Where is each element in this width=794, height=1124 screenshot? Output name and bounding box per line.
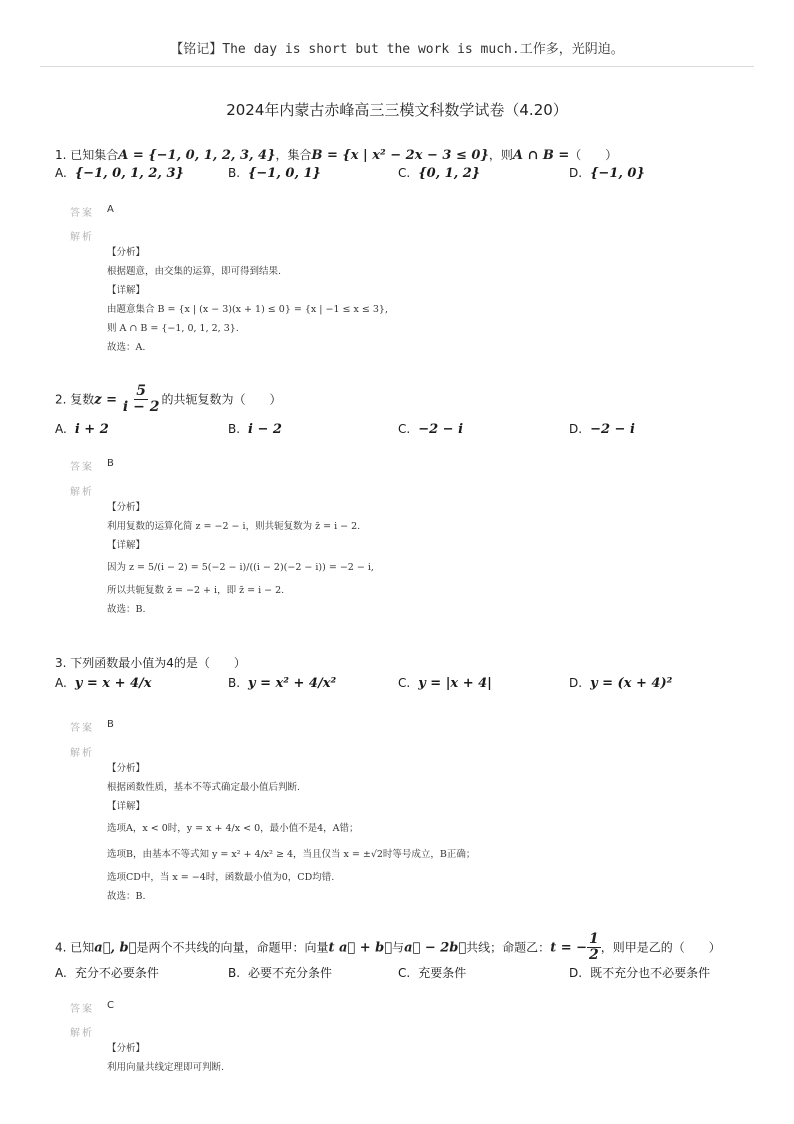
explanation-label: 解析 bbox=[70, 487, 94, 498]
explanation-label: 解析 bbox=[70, 1028, 94, 1039]
q1-blank: （ ） bbox=[569, 148, 618, 162]
q1-text: ，集合 bbox=[275, 148, 312, 162]
option-c[interactable]: C. −2 − i bbox=[398, 422, 464, 437]
answer-label: 答案 bbox=[70, 723, 94, 734]
option-a[interactable]: A. y = x + 4/x bbox=[55, 676, 152, 691]
option-a[interactable]: A. 充分不必要条件 bbox=[55, 966, 159, 980]
answer-value: C bbox=[107, 1000, 114, 1011]
option-a[interactable]: A. i + 2 bbox=[55, 422, 109, 437]
option-b[interactable]: B. 必要不充分条件 bbox=[228, 966, 333, 980]
q2-fraction: $\frac{5}{i - 2}$ bbox=[122, 383, 160, 416]
option-c[interactable]: C. y = |x + 4| bbox=[398, 676, 492, 691]
explanation-2: 【分析】 利用复数的运算化简 z = −2 − i，则共轭复数为 z̄ = i − 2. 【详解】 因为 z = 5/(i − 2) = 5(−2 − i)/((i − 2)(−2 − i)) = −2 − i, 所以共轭复数 z̄ = −2 + i，即 z̄ = i − 2. 故选：B. bbox=[107, 502, 374, 615]
option-d[interactable]: D. 既不充分也不必要条件 bbox=[569, 966, 711, 980]
option-b[interactable]: B. y = x² + 4/x² bbox=[228, 676, 337, 691]
question-2-stem: 2. 复数z = $\frac{5}{i - 2}$ 的共轭复数为（ ） bbox=[55, 383, 282, 416]
q1-text: ，则 bbox=[488, 148, 513, 162]
answer-value: A bbox=[107, 204, 114, 215]
option-a[interactable]: A. {−1, 0, 1, 2, 3} bbox=[55, 166, 184, 181]
question-1-options bbox=[55, 166, 745, 190]
q1-set-a: A = {−1, 0, 1, 2, 3, 4} bbox=[118, 148, 276, 163]
q1-text: 1. 已知集合 bbox=[55, 148, 119, 162]
option-b[interactable]: B. {−1, 0, 1} bbox=[228, 166, 321, 181]
q2-z: z = bbox=[94, 392, 118, 408]
option-d[interactable]: D. {−1, 0} bbox=[569, 166, 645, 181]
question-3-options bbox=[55, 676, 745, 700]
q4-fraction: $\frac{1}{2}$ bbox=[589, 931, 599, 964]
q4-vectors: a⃗, b⃗ bbox=[94, 940, 137, 956]
motto-header: 【铭记】The day is short but the work is much.工作多，光阴迫。 bbox=[170, 42, 624, 57]
answer-value: B bbox=[107, 458, 114, 469]
answer-value: B bbox=[107, 719, 114, 730]
explanation-label: 解析 bbox=[70, 748, 94, 759]
question-4-options bbox=[55, 964, 745, 988]
answer-label: 答案 bbox=[70, 1004, 94, 1015]
explanation-4: 【分析】 利用向量共线定理即可判断. bbox=[107, 1043, 225, 1073]
option-b[interactable]: B. i − 2 bbox=[228, 422, 282, 437]
option-c[interactable]: C. 充要条件 bbox=[398, 966, 467, 980]
q1-intersection: A ∩ B = bbox=[512, 148, 570, 163]
question-2-options bbox=[55, 422, 745, 446]
explanation-label: 解析 bbox=[70, 232, 94, 243]
question-4-stem: 4. 已知a⃗, b⃗是两个不共线的向量，命题甲：向量t a⃗ + b⃗与a⃗ − 2b⃗共线；命题乙：t = − $\frac{1}{2}$ ，则甲是乙的（ ） bbox=[55, 931, 721, 964]
option-c[interactable]: C. {0, 1, 2} bbox=[398, 166, 481, 181]
header-divider bbox=[40, 66, 754, 67]
q1-set-b: B = {x | x² − 2x − 3 ≤ 0} bbox=[311, 148, 489, 163]
option-d[interactable]: D. −2 − i bbox=[569, 422, 635, 437]
page-title: 2024年内蒙古赤峰高三三模文科数学试卷（4.20） bbox=[226, 101, 568, 119]
answer-label: 答案 bbox=[70, 462, 94, 473]
option-d[interactable]: D. y = (x + 4)² bbox=[569, 676, 673, 691]
explanation-3: 【分析】 根据函数性质，基本不等式确定最小值后判断. 【详解】 选项A，x < 0时，y = x + 4/x < 0，最小值不是4，A错； 选项B，由基本不等式知 y = x² + 4/x² ≥ 4，当且仅当 x = ±√2时等号成立，B正确； 选项CD中，当 x = −4时，函数最小值为0，CD均错. 故选：B. bbox=[107, 763, 476, 902]
explanation-1: 【分析】 根据题意，由交集的运算，即可得到结果. 【详解】 由题意集合 B = {x | (x − 3)(x + 1) ≤ 0} = {x | −1 ≤ x ≤ 3}, 则 A ∩ B = {−1, 0, 1, 2, 3}. 故选：A. bbox=[107, 247, 388, 353]
question-3-stem: 3. 下列函数最小值为4的是（ ） bbox=[55, 656, 246, 670]
answer-label: 答案 bbox=[70, 208, 94, 219]
question-1-stem bbox=[55, 146, 745, 163]
